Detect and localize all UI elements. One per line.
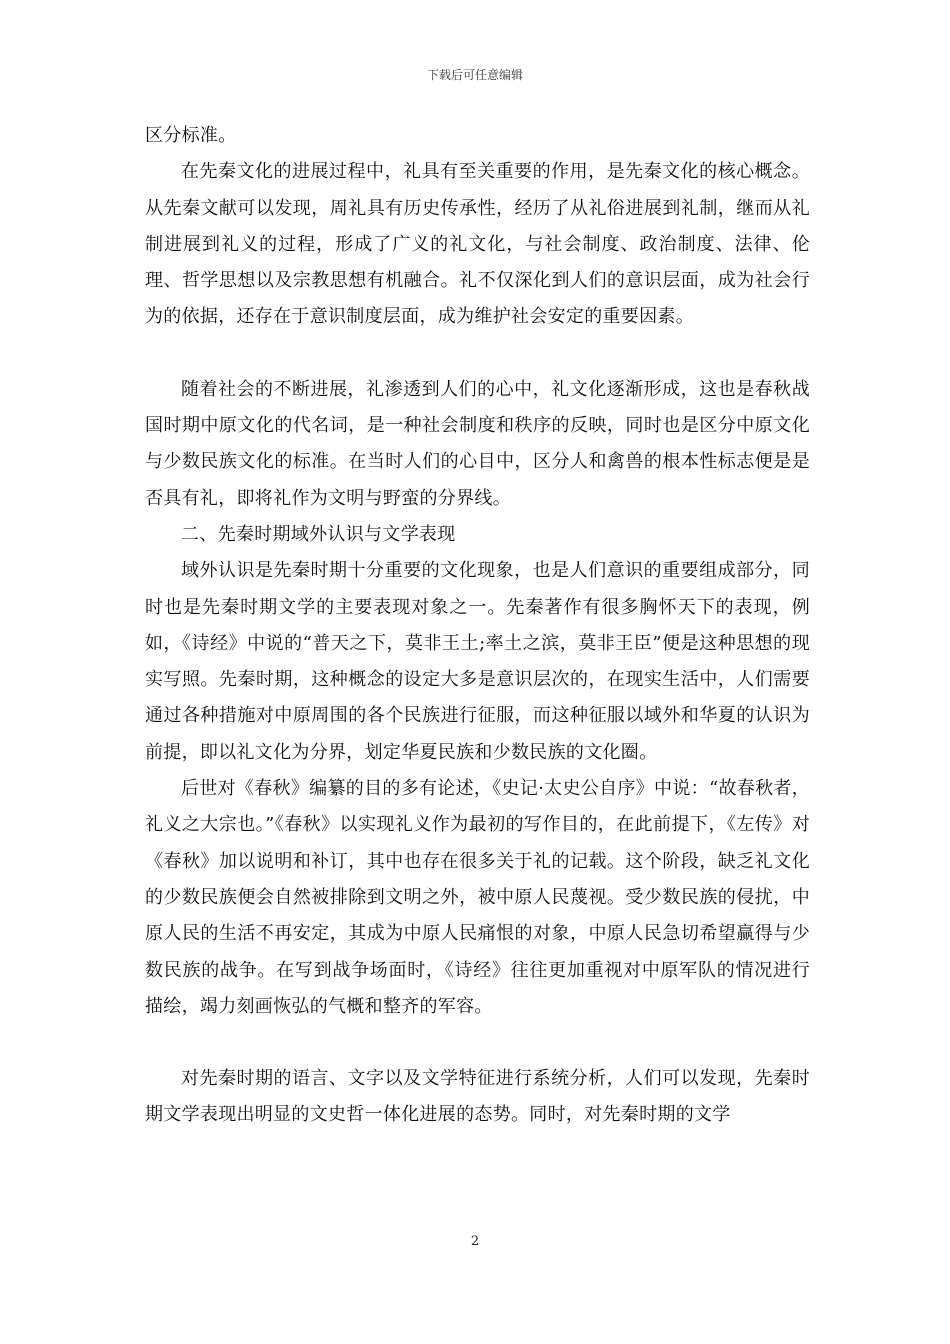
paragraph-li-culture: 在先秦文化的进展过程中，礼具有至关重要的作用，是先秦文化的核心概念。从先秦文献可以发现，周礼具有历史传承性，经历了从礼俗进展到礼制，继而从礼制进展到礼义的过程，形成了广义的礼文化，与社会制度、政治制度、法律、伦理、哲学思想以及宗教思想有机融合。礼不仅深化到人们的意识层面，成为社会行为的依据，还存在于意识制度层面，成为维护社会安定的重要因素。: [145, 161, 810, 328]
paragraph-foreign-recognition: 域外认识是先秦时期十分重要的文化现象，也是人们意识的重要组成部分，同时也是先秦时期文学的主要表现对象之一。先秦著作有很多胸怀天下的表现，例如，《诗经》中说的“普天之下，莫非王土;率土之滨，莫非王臣”便是这种思想的现实写照。先秦时期，这种概念的设定大多是意识层次的，在现实生活中，人们需要通过各种措施对中原周围的各个民族进行征服，而这种征服以域外和华夏的认识为前提，即以礼文化为分界，划定华夏民族和少数民族的文化圈。: [145, 560, 810, 763]
paragraph-li-development: 随着社会的不断进展，礼渗透到人们的心中，礼文化逐渐形成，这也是春秋战国时期中原文化的代名词，是一种社会制度和秩序的反映，同时也是区分中原文化与少数民族文化的标准。在当时人们的心目中，区分人和禽兽的根本性标志便是是否具有礼，即将礼作为文明与野蛮的分界线。: [145, 378, 810, 509]
paragraph-analysis: 对先秦时期的语言、文字以及文学特征进行系统分析，人们可以发现，先秦时期文学表现出明显的文史哲一体化进展的态势。同时，对先秦时期的文学: [145, 1068, 810, 1126]
page-number: 2: [470, 1234, 480, 1249]
page-header: 下载后可任意编辑: [426, 68, 523, 82]
paragraph-continuation: 区分标准。: [145, 125, 237, 146]
section-heading: 二、先秦时期域外认识与文学表现: [181, 523, 456, 545]
paragraph-spacer: [145, 1025, 810, 1061]
paragraph-spacer: [145, 336, 810, 372]
document-body: [145, 118, 810, 1134]
paragraph-chunqiu: 后世对《春秋》编纂的目的多有论述，《史记·太史公自序》中说：“故春秋者，礼义之大宗也。”《春秋》以实现礼义作为最初的写作目的，在此前提下，《左传》对《春秋》加以说明和补订，其中也存在很多关于礼的记载。这个阶段，缺乏礼文化的少数民族便会自然被排除到文明之外，被中原人民蔑视。受少数民族的侵扰，中原人民的生活不再安定，其成为中原人民痛恨的对象，中原人民急切希望赢得与少数民族的战争。在写到战争场面时，《诗经》往往更加重视对中原军队的情况进行描绘，竭力刻画恢弘的气概和整齐的军容。: [145, 778, 810, 1017]
